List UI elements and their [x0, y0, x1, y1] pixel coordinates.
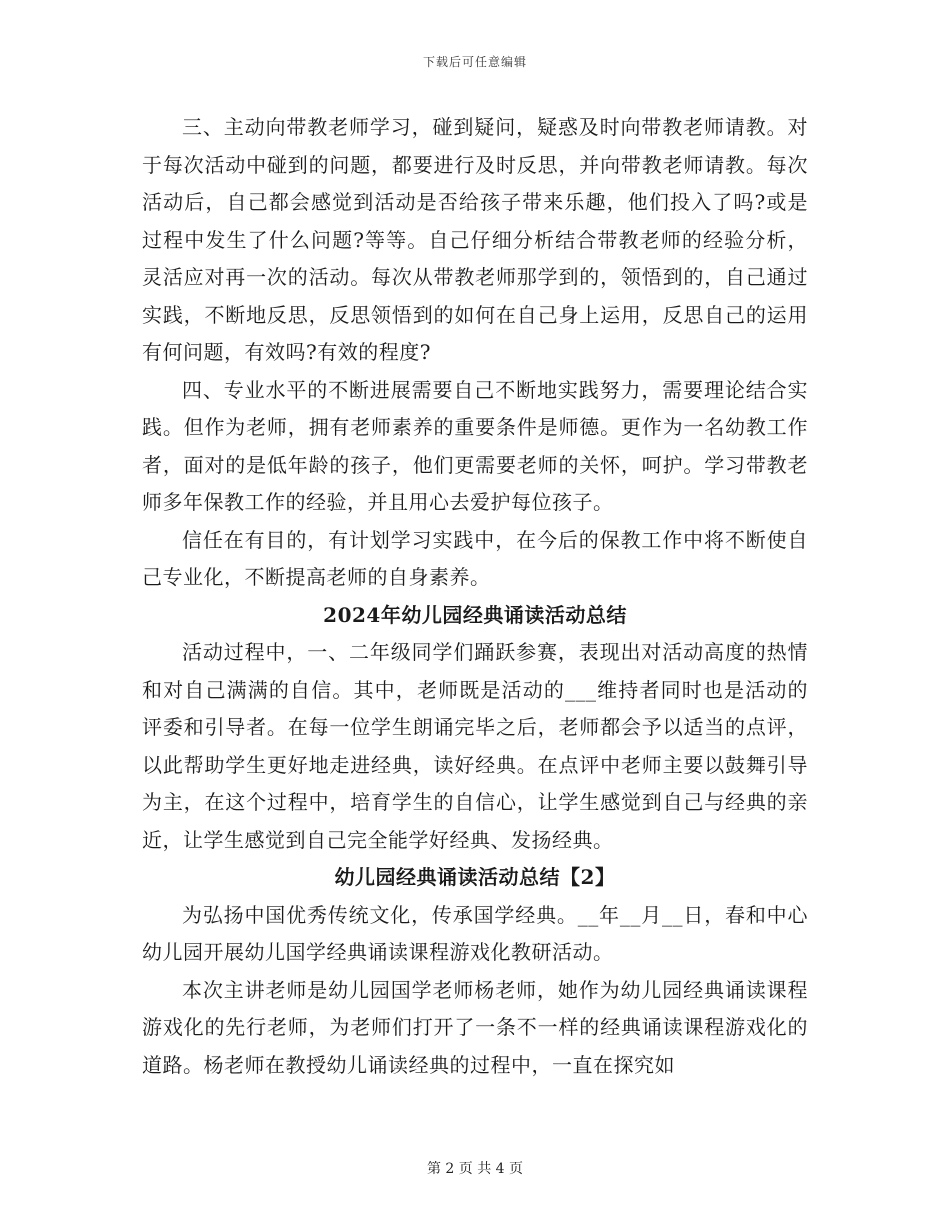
paragraph-promote-culture: 为弘扬中国优秀传统文化，传承国学经典。__年__月__日，春和中心幼儿园开展幼儿国学经典诵读课程游戏化教研活动。 — [142, 902, 808, 964]
section-heading-summary-2: 幼儿园经典诵读活动总结【2】 — [334, 865, 616, 889]
paragraph-trust: 信任在有目的，有计划学习实践中，在今后的保教工作中将不断使自己专业化，不断提高老师的自身素养。 — [142, 527, 808, 589]
section-heading-2024-summary: 2024年幼儿园经典诵读活动总结 — [323, 602, 627, 627]
paragraph-lead-teacher: 本次主讲老师是幼儿园国学老师杨老师，她作为幼儿园经典诵读课程游戏化的先行老师，为老师们打开了一条不一样的经典诵读课程游戏化的道路。杨老师在教授幼儿诵读经典的过程中，一直在探究如 — [142, 977, 808, 1077]
paragraph-activity-process: 活动过程中，一、二年级同学们踊跃参赛，表现出对活动高度的热情和对自己满满的自信。其中，老师既是活动的___维持者同时也是活动的评委和引导者。在每一位学生朗诵完毕之后，老师都会予以适当的点评，以此帮助学生更好地走进经典，读好经典。在点评中老师主要以鼓舞引导为主，在这个过程中，培育学生的自信心，让学生感觉到自己与经典的亲近，让学生感觉到自己完全能学好经典、发扬经典。 — [142, 640, 808, 852]
page-number-footer: 第 2 页 共 4 页 — [426, 1161, 524, 1177]
page-header-note: 下载后可任意编辑 — [422, 55, 527, 69]
paragraph-section-four: 四、专业水平的不断进展需要自己不断地实践努力，需要理论结合实践。但作为老师，拥有老师素养的重要条件是师德。更作为一名幼教工作者，面对的是低年龄的孩子，他们更需要老师的关怀，呵护。学习带教老师多年保教工作的经验，并且用心去爱护每位孩子。 — [142, 377, 808, 514]
document-body — [142, 109, 808, 1084]
paragraph-section-three: 三、主动向带教老师学习，碰到疑问，疑惑及时向带教老师请教。对于每次活动中碰到的问题，都要进行及时反思，并向带教老师请教。每次活动后，自己都会感觉到活动是否给孩子带来乐趣，他们投入了吗?或是过程中发生了什么问题?等等。自己仔细分析结合带教老师的经验分析，灵活应对再一次的活动。每次从带教老师那学到的，领悟到的，自己通过实践，不断地反思，反思领悟到的如何在自己身上运用，反思自己的运用有何问题，有效吗?有效的程度? — [142, 115, 808, 364]
